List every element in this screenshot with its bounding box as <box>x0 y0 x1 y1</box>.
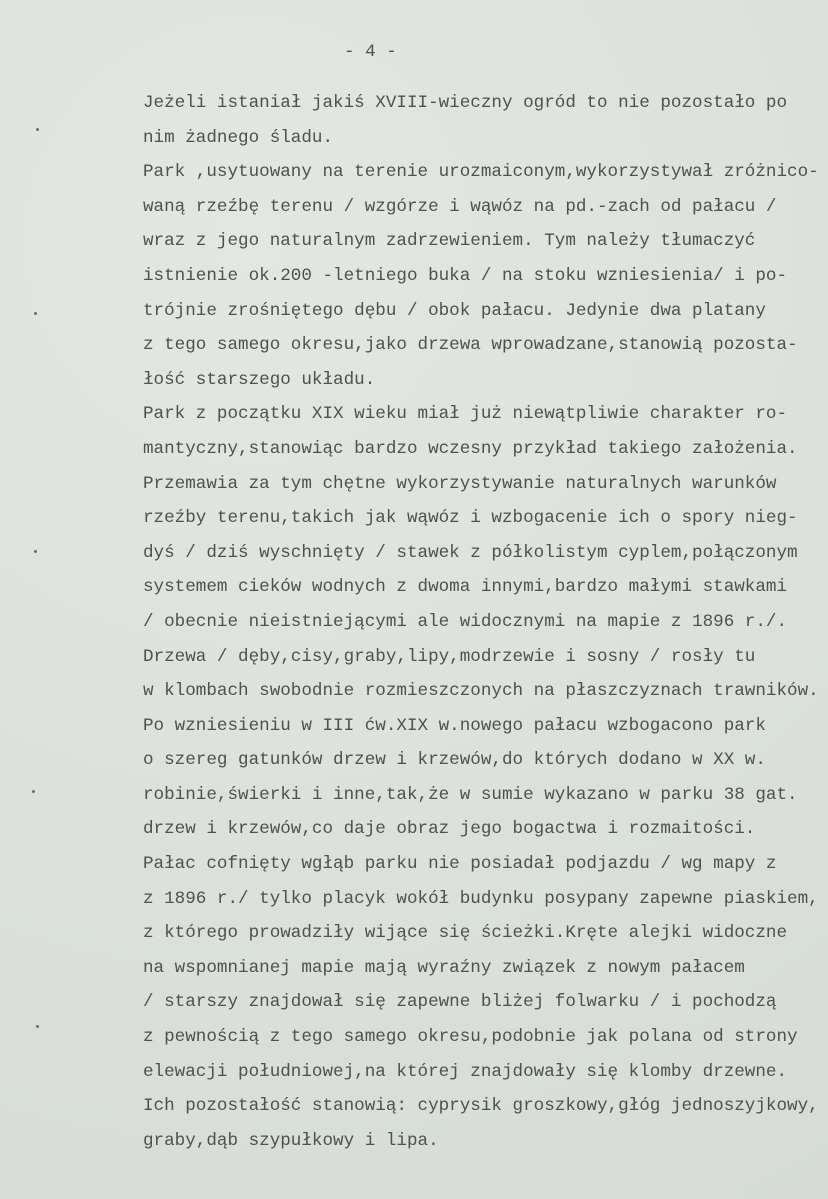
text-line: w klombach swobodnie rozmieszczonych na płaszczyznach trawników. <box>143 681 819 702</box>
text-line: Park z początku XIX wieku miał już niewątpliwie charakter ro- <box>143 404 788 425</box>
text-line: nim żadnego śladu. <box>143 127 334 148</box>
text-line: z tego samego okresu,jako drzewa wprowadzane,stanowią pozosta- <box>143 335 798 356</box>
text-line: wraz z jego naturalnym zadrzewieniem. Tym należy tłumaczyć <box>143 231 756 252</box>
text-line: Drzewa / dęby,cisy,graby,lipy,modrzewie i sosny / rosły tu <box>143 646 756 667</box>
text-line: drzew i krzewów,co daje obraz jego bogactwa i rozmaitości. <box>143 819 756 840</box>
text-line: łość starszego układu. <box>143 369 376 390</box>
page-number: - 4 - <box>344 42 397 62</box>
text-line: Przemawia za tym chętne wykorzystywanie naturalnych warunków <box>143 473 777 494</box>
margin-mark <box>36 128 39 131</box>
text-line: z 1896 r./ tylko placyk wokół budynku posypany zapewne piaskiem, <box>143 888 819 909</box>
margin-mark <box>34 312 37 315</box>
text-line: istnienie ok.200 -letniego buka / na stoku wzniesienia/ i po- <box>143 265 788 286</box>
text-line: z którego prowadziły wijące się ścieżki.Kręte alejki widoczne <box>143 923 788 944</box>
text-line: Ich pozostałość stanowią: cyprysik groszkowy,głóg jednoszyjkowy, <box>143 1096 819 1117</box>
text-line: rzeźby terenu,takich jak wąwóz i wzbogacenie ich o spory nieg- <box>143 508 798 529</box>
text-line: dyś / dziś wyschnięty / stawek z półkolistym cyplem,połączonym <box>143 542 798 563</box>
text-line: / obecnie nieistniejącymi ale widocznymi na mapie z 1896 r./. <box>143 611 788 632</box>
document-body <box>143 86 819 1158</box>
text-line: na wspomnianej mapie mają wyraźny związek z nowym pałacem <box>143 957 745 978</box>
text-line: Jeżeli istaniał jakiś XVIII-wieczny ogród to nie pozostało po <box>143 93 788 113</box>
text-line: o szereg gatunków drzew i krzewów,do których dodano w XX w. <box>143 750 766 771</box>
text-line: waną rzeźbę terenu / wzgórze i wąwóz na pd.-zach od pałacu / <box>143 196 777 217</box>
text-line: Park ,usytuowany na terenie urozmaiconym,wykorzystywał zróżnico- <box>143 162 819 183</box>
text-line: z pewnością z tego samego okresu,podobnie jak polana od strony <box>143 1027 798 1048</box>
text-line: graby,dąb szypułkowy i lipa. <box>143 1130 439 1151</box>
text-line: elewacji południowej,na której znajdowały się klomby drzewne. <box>143 1061 788 1082</box>
margin-mark <box>34 550 37 553</box>
text-line: Po wzniesieniu w III ćw.XIX w.nowego pałacu wzbogacono park <box>143 715 766 736</box>
text-line: mantyczny,stanowiąc bardzo wczesny przykład takiego założenia. <box>143 438 798 459</box>
text-line: robinie,świerki i inne,tak,że w sumie wykazano w parku 38 gat. <box>143 784 798 805</box>
margin-mark <box>32 790 35 793</box>
margin-mark <box>36 1025 39 1028</box>
text-line: Pałac cofnięty wgłąb parku nie posiadał podjazdu / wg mapy z <box>143 854 777 875</box>
text-line: trójnie zrośniętego dębu / obok pałacu. Jedynie dwa platany <box>143 300 766 321</box>
text-line: systemem cieków wodnych z dwoma innymi,bardzo małymi stawkami <box>143 577 788 598</box>
text-line: / starszy znajdował się zapewne bliżej folwarku / i pochodzą <box>143 992 777 1013</box>
